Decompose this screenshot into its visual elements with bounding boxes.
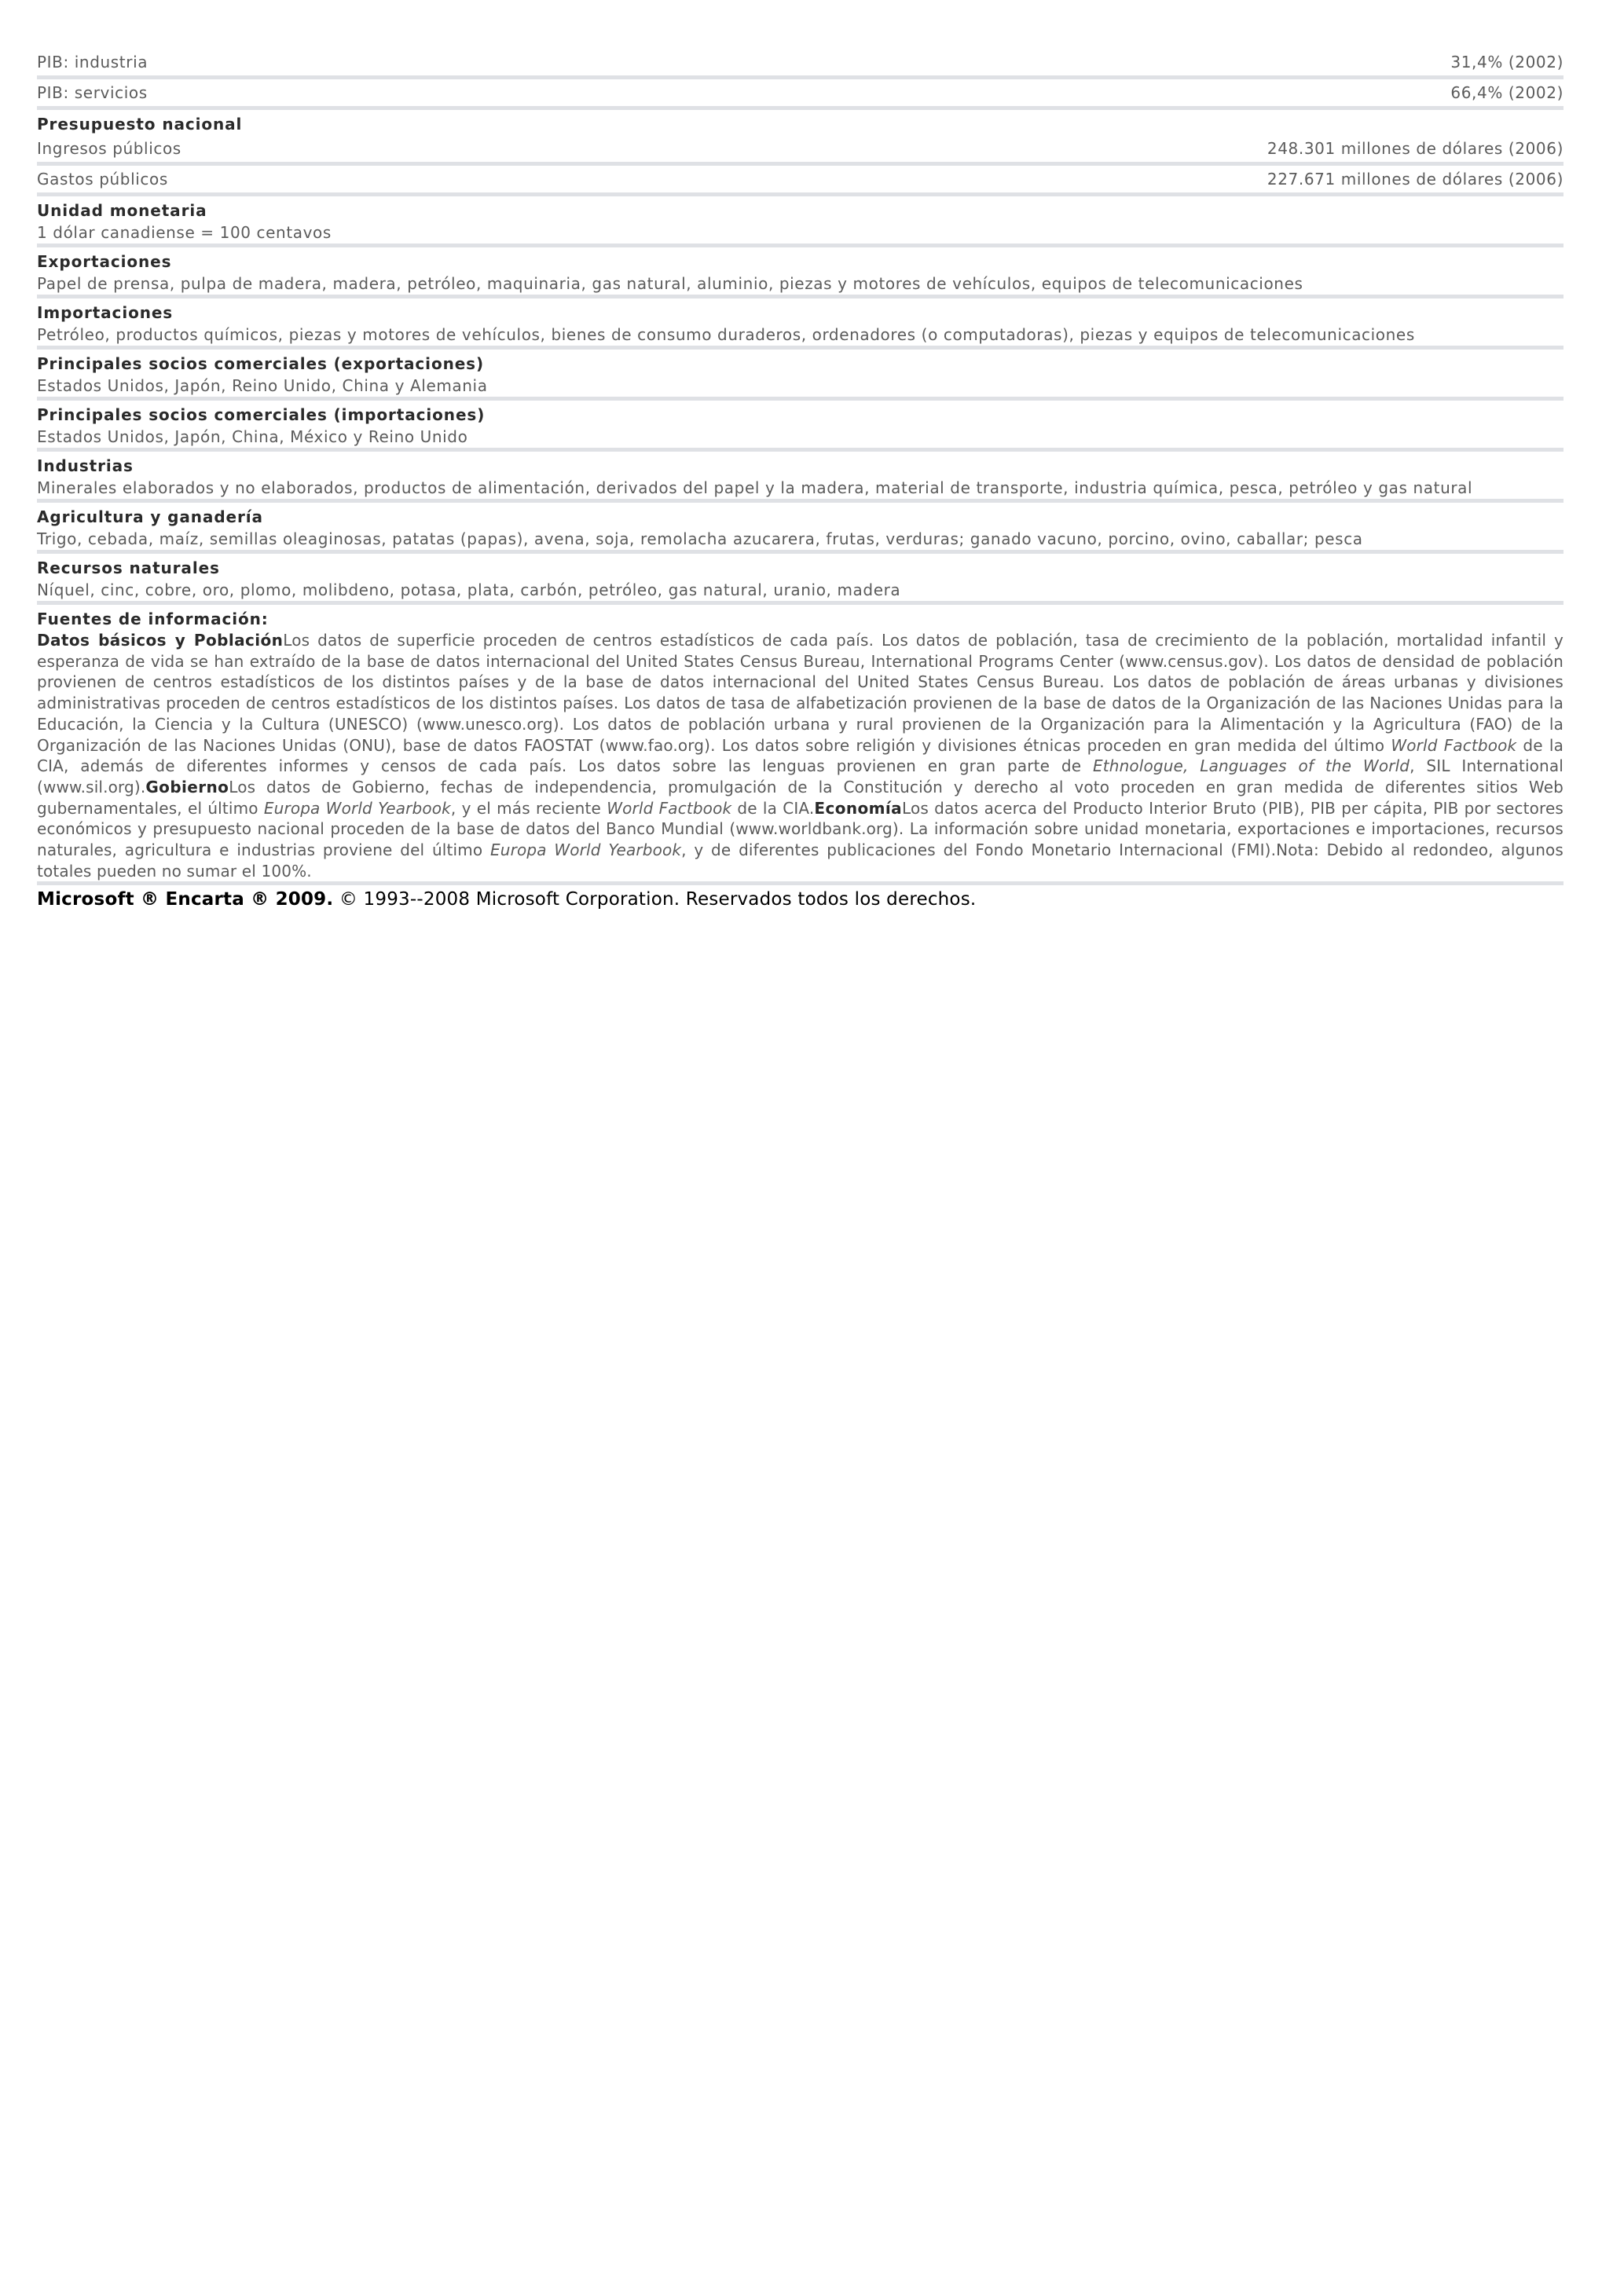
- pib-industria-row: [37, 49, 1564, 79]
- sources-basic-italic-2: Ethnologue, Languages of the World: [1092, 756, 1410, 776]
- sources-basic-text-2: de la CIA, además de diferentes informes y censos de cada país. Los datos sobre las lenguas provienen en gran parte de: [37, 735, 1564, 776]
- spending-label: Gastos públicos: [37, 170, 168, 189]
- section-text: Níquel, cinc, cobre, oro, plomo, molibdeno, potasa, plata, carbón, petróleo, gas natural, uranio, madera: [37, 580, 901, 599]
- revenue-label: Ingresos públicos: [37, 139, 181, 158]
- sources-basic-italic-1: World Factbook: [1391, 735, 1517, 755]
- pib-industria-value: 31,4% (2002): [1450, 53, 1564, 71]
- pib-servicios-row: [37, 79, 1564, 110]
- budget-title: Presupuesto nacional: [37, 115, 243, 134]
- section-sources: [37, 605, 1564, 885]
- section-text: Petróleo, productos químicos, piezas y motores de vehículos, bienes de consumo duraderos, ordenadores (o computadoras), piezas y equipos de telecomunicaciones: [37, 325, 1415, 344]
- budget-section: [37, 110, 1564, 196]
- spending-row: [37, 166, 1564, 192]
- section-import-partners: [37, 401, 1564, 452]
- pib-servicios-label: PIB: servicios: [37, 83, 148, 102]
- section-title: Principales socios comerciales (exportaciones): [37, 354, 485, 373]
- section-text: Estados Unidos, Japón, China, México y Reino Unido: [37, 427, 468, 446]
- sources-econ-title: Economía: [814, 798, 903, 818]
- sources-text: [37, 630, 1564, 881]
- section-title: Recursos naturales: [37, 558, 220, 577]
- sources-basic-text-3: , SIL International (www.sil.org).: [37, 756, 1564, 796]
- sources-gov-text-3: de la CIA.: [731, 798, 815, 818]
- section-text: Estados Unidos, Japón, Reino Unido, China y Alemania: [37, 376, 488, 395]
- sources-gov-italic-1: Europa World Yearbook: [263, 798, 451, 818]
- section-imports: [37, 298, 1564, 350]
- pib-industria-label: PIB: industria: [37, 53, 148, 71]
- section-text: Papel de prensa, pulpa de madera, madera, petróleo, maquinaria, gas natural, aluminio, piezas y motores de vehículos, equipos de telecomunicaciones: [37, 274, 1303, 293]
- section-industries: [37, 452, 1564, 503]
- sources-title: Fuentes de información:: [37, 610, 269, 628]
- sources-basic-title: Datos básicos y Población: [37, 631, 284, 650]
- spending-value: 227.671 millones de dólares (2006): [1267, 170, 1564, 189]
- footer-copyright: © 1993--2008 Microsoft Corporation. Reservados todos los derechos.: [333, 889, 977, 910]
- sources-gov-title: Gobierno: [145, 777, 229, 796]
- sources-gov-text-1: Los datos de Gobierno, fechas de independencia, promulgación de la Constitución y derecho al voto proceden en gran medida de diferentes sitios Web gubernamentales, el último: [37, 777, 1564, 818]
- section-currency: [37, 196, 1564, 247]
- encarta-country-data-sheet: [37, 49, 1564, 912]
- section-title: Unidad monetaria: [37, 201, 207, 220]
- sources-gov-text-2: , y el más reciente: [450, 798, 607, 818]
- sources-econ-text-1: Los datos acerca del Producto Interior Bruto (PIB), PIB per cápita, PIB por sectores económicos y presupuesto nacional proceden de la base de datos del Banco Mundial (www.worldbank.org). La información sobre unidad monetaria, exportaciones e importaciones, recursos naturales, agricultura e industrias proviene del último: [37, 798, 1564, 860]
- revenue-row: [37, 135, 1564, 166]
- section-exports: [37, 247, 1564, 298]
- section-title: Principales socios comerciales (importaciones): [37, 405, 486, 424]
- sources-econ-italic-1: Europa World Yearbook: [489, 840, 682, 860]
- section-text: Trigo, cebada, maíz, semillas oleaginosas, patatas (papas), avena, soja, remolacha azucarera, frutas, verduras; ganado vacuno, porcino, ovino, caballar; pesca: [37, 529, 1363, 548]
- pib-servicios-value: 66,4% (2002): [1450, 83, 1564, 102]
- section-title: Exportaciones: [37, 252, 172, 271]
- sources-econ-text-2: , y de diferentes publicaciones del Fondo Monetario Internacional (FMI).Nota: Debido al redondeo, algunos totales pueden no sumar el 100%.: [37, 840, 1564, 881]
- revenue-value: 248.301 millones de dólares (2006): [1267, 139, 1564, 158]
- section-text: Minerales elaborados y no elaborados, productos de alimentación, derivados del papel y la madera, material de transporte, industria química, pesca, petróleo y gas natural: [37, 478, 1473, 497]
- section-natural-resources: [37, 554, 1564, 605]
- section-title: Industrias: [37, 456, 134, 475]
- section-title: Importaciones: [37, 303, 174, 322]
- section-export-partners: [37, 350, 1564, 401]
- sources-basic-text-1: Los datos de superficie proceden de centros estadísticos de cada país. Los datos de población, tasa de crecimiento de la población, mortalidad infantil y esperanza de vida se han extraído de la base de datos internacional del United States Census Bureau, International Programs Center (www.census.gov). Los datos de densidad de población provienen de centros estadísticos de los distintos países y de la base de datos internacional del United States Census Bureau. Los datos de población de áreas urbanas y divisiones administrativas proceden de centros estadísticos de los distintos países. Los datos de tasa de alfabetización provienen de la base de datos de la Organización de las Naciones Unidas para la Educación, la Ciencia y la Cultura (UNESCO) (www.unesco.org). Los datos de población urbana y rural provienen de la Organización para la Alimentación y la Agricultura (FAO) de la Organización de las Naciones Unidas (ONU), base de datos FAOSTAT (www.fao.org). Los datos sobre religión y divisiones étnicas proceden en gran medida del último: [37, 631, 1564, 755]
- section-text: 1 dólar canadiense = 100 centavos: [37, 223, 332, 242]
- section-agriculture: [37, 503, 1564, 554]
- copyright-footer: [37, 887, 1564, 912]
- sources-gov-italic-2: World Factbook: [607, 798, 732, 818]
- section-title: Agricultura y ganadería: [37, 507, 263, 526]
- footer-brand: Microsoft ® Encarta ® 2009.: [37, 889, 334, 910]
